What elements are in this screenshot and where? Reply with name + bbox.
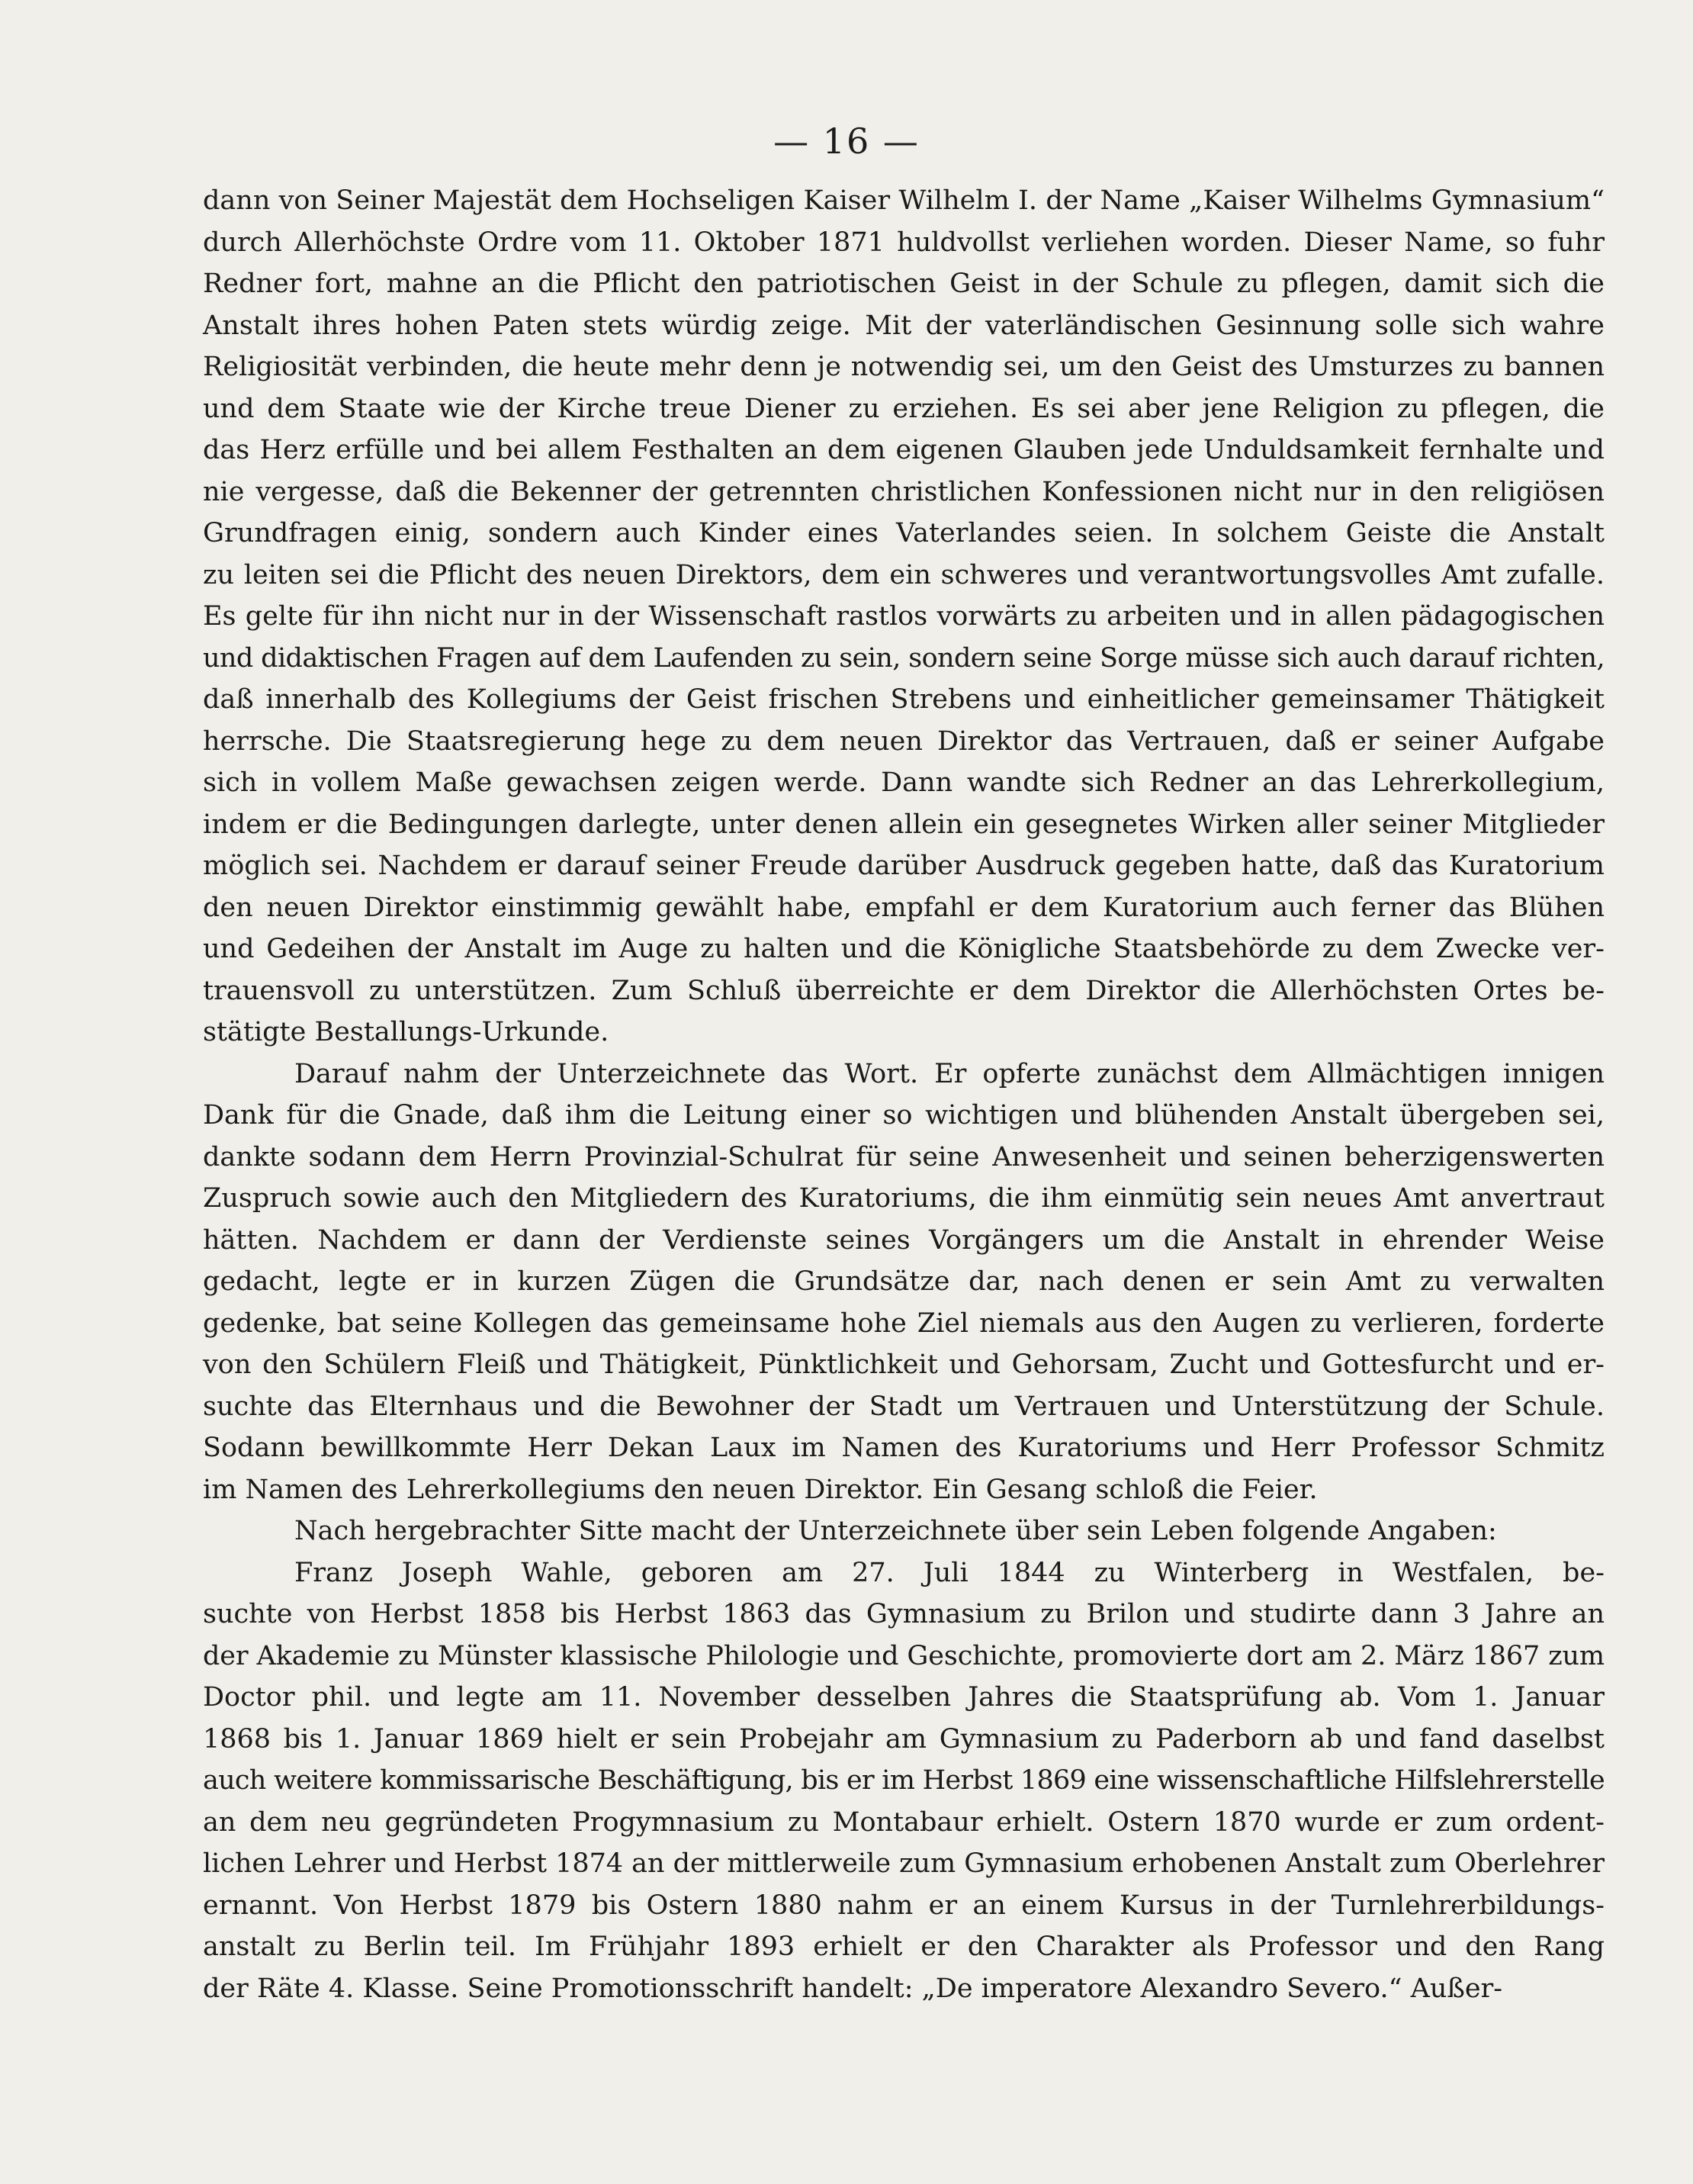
text-line: dankte sodann dem Herrn Provinzial-Schulrat für seine Anwesenheit und seinen beherzigenswerten xyxy=(203,1141,1605,1172)
text-line: anstalt zu Berlin teil. Im Frühjahr 1893 erhielt er den Charakter als Professor und den Rang xyxy=(203,1932,1605,1962)
text-line: an dem neu gegründeten Progymnasium zu Montabaur erhielt. Ostern 1870 wurde er zum ordent- xyxy=(203,1806,1605,1838)
text-line: und Gedeihen der Anstalt im Auge zu halten und die Königliche Staatsbehörde zu dem Zwecke ver- xyxy=(203,934,1605,964)
text-line: suchte das Elternhaus und die Bewohner der Stadt um Vertrauen und Unterstützung der Schule. xyxy=(203,1391,1605,1422)
text-line: Redner fort, mahne an die Pflicht den patriotischen Geist in der Schule zu pflegen, damit sich die xyxy=(203,269,1605,299)
text-line: lichen Lehrer und Herbst 1874 an der mittlerweile zum Gymnasium erhobenen Anstalt zum Oberlehrer xyxy=(203,1848,1605,1879)
text-line: von den Schülern Fleiß und Thätigkeit, Pünktlichkeit und Gehorsam, Zucht und Gottesfurcht und er- xyxy=(203,1349,1605,1380)
text-line: der Akademie zu Münster klassische Philologie und Geschichte, promovierte dort am 2. März 1867 zum xyxy=(203,1640,1605,1671)
text-line: Doctor phil. und legte am 11. November desselben Jahres die Staatsprüfung ab. Vom 1. Januar xyxy=(203,1682,1605,1713)
text-line: suchte von Herbst 1858 bis Herbst 1863 das Gymnasium zu Brilon und studirte dann 3 Jahre an xyxy=(203,1599,1605,1629)
text-line: zu leiten sei die Pflicht des neuen Direktors, dem ein schweres und verantwortungsvolles Amt zufalle. xyxy=(203,559,1605,590)
text-line: der Räte 4. Klasse. Seine Promotionsschrift handelt: „De imperatore Alexandro Severo.“ Außer- xyxy=(203,1973,1503,2004)
text-line: Franz Joseph Wahle, geboren am 27. Juli 1844 zu Winterberg in Westfalen, be- xyxy=(294,1557,1605,1588)
text-line: Anstalt ihres hohen Paten stets würdig zeige. Mit der vaterländischen Gesinnung solle sich wahre xyxy=(203,310,1605,341)
text-line: gedenke, bat seine Kollegen das gemeinsame hohe Ziel niemals aus den Augen zu verlieren, forderte xyxy=(203,1308,1605,1339)
text-line: im Namen des Lehrerkollegiums den neuen Direktor. Ein Gesang schloß die Feier. xyxy=(203,1474,1318,1505)
text-line: Zuspruch sowie auch den Mitgliedern des Kuratoriums, die ihm einmütig sein neues Amt anvertraut xyxy=(203,1183,1605,1214)
text-line: nie vergesse, daß die Bekenner der getrennten christlichen Konfessionen nicht nur in den religiösen xyxy=(203,476,1605,507)
text-line: Darauf nahm der Unterzeichnete das Wort. Er opferte zunächst dem Allmächtigen innigen xyxy=(294,1058,1605,1089)
text-line: trauensvoll zu unterstützen. Zum Schluß überreichte er dem Direktor die Allerhöchsten Ortes be- xyxy=(203,975,1605,1006)
text-line: daß innerhalb des Kollegiums der Geist frischen Strebens und einheitlicher gemeinsamer Thätigkeit xyxy=(203,684,1605,715)
text-line: Dank für die Gnade, daß ihm die Leitung einer so wichtigen und blühenden Anstalt übergeben sei, xyxy=(203,1100,1605,1131)
text-line: gedacht, legte er in kurzen Zügen die Grundsätze dar, nach denen er sein Amt zu verwalten xyxy=(203,1266,1605,1297)
text-line: indem er die Bedingungen darlegte, unter denen allein ein gesegnetes Wirken aller seiner Mitglieder xyxy=(203,809,1605,840)
body-text xyxy=(203,180,1605,2009)
page-number: — 16 — xyxy=(773,121,920,162)
text-line: auch weitere kommissarische Beschäftigung, bis er im Herbst 1869 eine wissenschaftliche Hilfslehrerstelle xyxy=(203,1765,1605,1796)
text-line: herrsche. Die Staatsregierung hege zu dem neuen Direktor das Vertrauen, daß er seiner Aufgabe xyxy=(203,725,1605,757)
text-line: dann von Seiner Majestät dem Hochseligen Kaiser Wilhelm I. der Name „Kaiser Wilhelms Gymnasium“ xyxy=(203,185,1605,216)
text-line: durch Allerhöchste Ordre vom 11. Oktober 1871 huldvollst verliehen worden. Dieser Name, so fuhr xyxy=(203,227,1605,258)
text-line: Religiosität verbinden, die heute mehr denn je notwendig sei, um den Geist des Umsturzes zu bannen xyxy=(203,352,1605,382)
text-line: das Herz erfülle und bei allem Festhalten an dem eigenen Glauben jede Unduldsamkeit fernhalte und xyxy=(203,435,1605,465)
text-line: und dem Staate wie der Kirche treue Diener zu erziehen. Es sei aber jene Religion zu pflegen, die xyxy=(203,393,1605,424)
text-line: und didaktischen Fragen auf dem Laufenden zu sein, sondern seine Sorge müsse sich auch darauf richten, xyxy=(203,642,1605,674)
text-line: Sodann bewillkommte Herr Dekan Laux im Namen des Kuratoriums und Herr Professor Schmitz xyxy=(203,1433,1605,1463)
text-line: Grundfragen einig, sondern auch Kinder eines Vaterlandes seien. In solchem Geiste die Anstalt xyxy=(203,518,1605,548)
text-line: sich in vollem Maße gewachsen zeigen werde. Dann wandte sich Redner an das Lehrerkollegium, xyxy=(203,767,1605,798)
text-line: Nach hergebrachter Sitte macht der Unterzeichnete über sein Leben folgende Angaben: xyxy=(294,1516,1497,1546)
text-line: ernannt. Von Herbst 1879 bis Ostern 1880 nahm er an einem Kursus in der Turnlehrerbildungs- xyxy=(203,1890,1605,1921)
text-line: möglich sei. Nachdem er darauf seiner Freude darüber Ausdruck gegeben hatte, daß das Kuratorium xyxy=(203,851,1605,881)
text-line: stätigte Bestallungs-Urkunde. xyxy=(203,1017,609,1047)
text-line: hätten. Nachdem er dann der Verdienste seines Vorgängers um die Anstalt in ehrender Weise xyxy=(203,1224,1605,1256)
text-line: 1868 bis 1. Januar 1869 hielt er sein Probejahr am Gymnasium zu Paderborn ab und fand daselbst xyxy=(203,1723,1605,1755)
text-line: den neuen Direktor einstimmig gewählt habe, empfahl er dem Kuratorium auch ferner das Blühen xyxy=(203,892,1605,923)
text-line: Es gelte für ihn nicht nur in der Wissenschaft rastlos vorwärts zu arbeiten und in allen pädagogischen xyxy=(203,601,1605,632)
